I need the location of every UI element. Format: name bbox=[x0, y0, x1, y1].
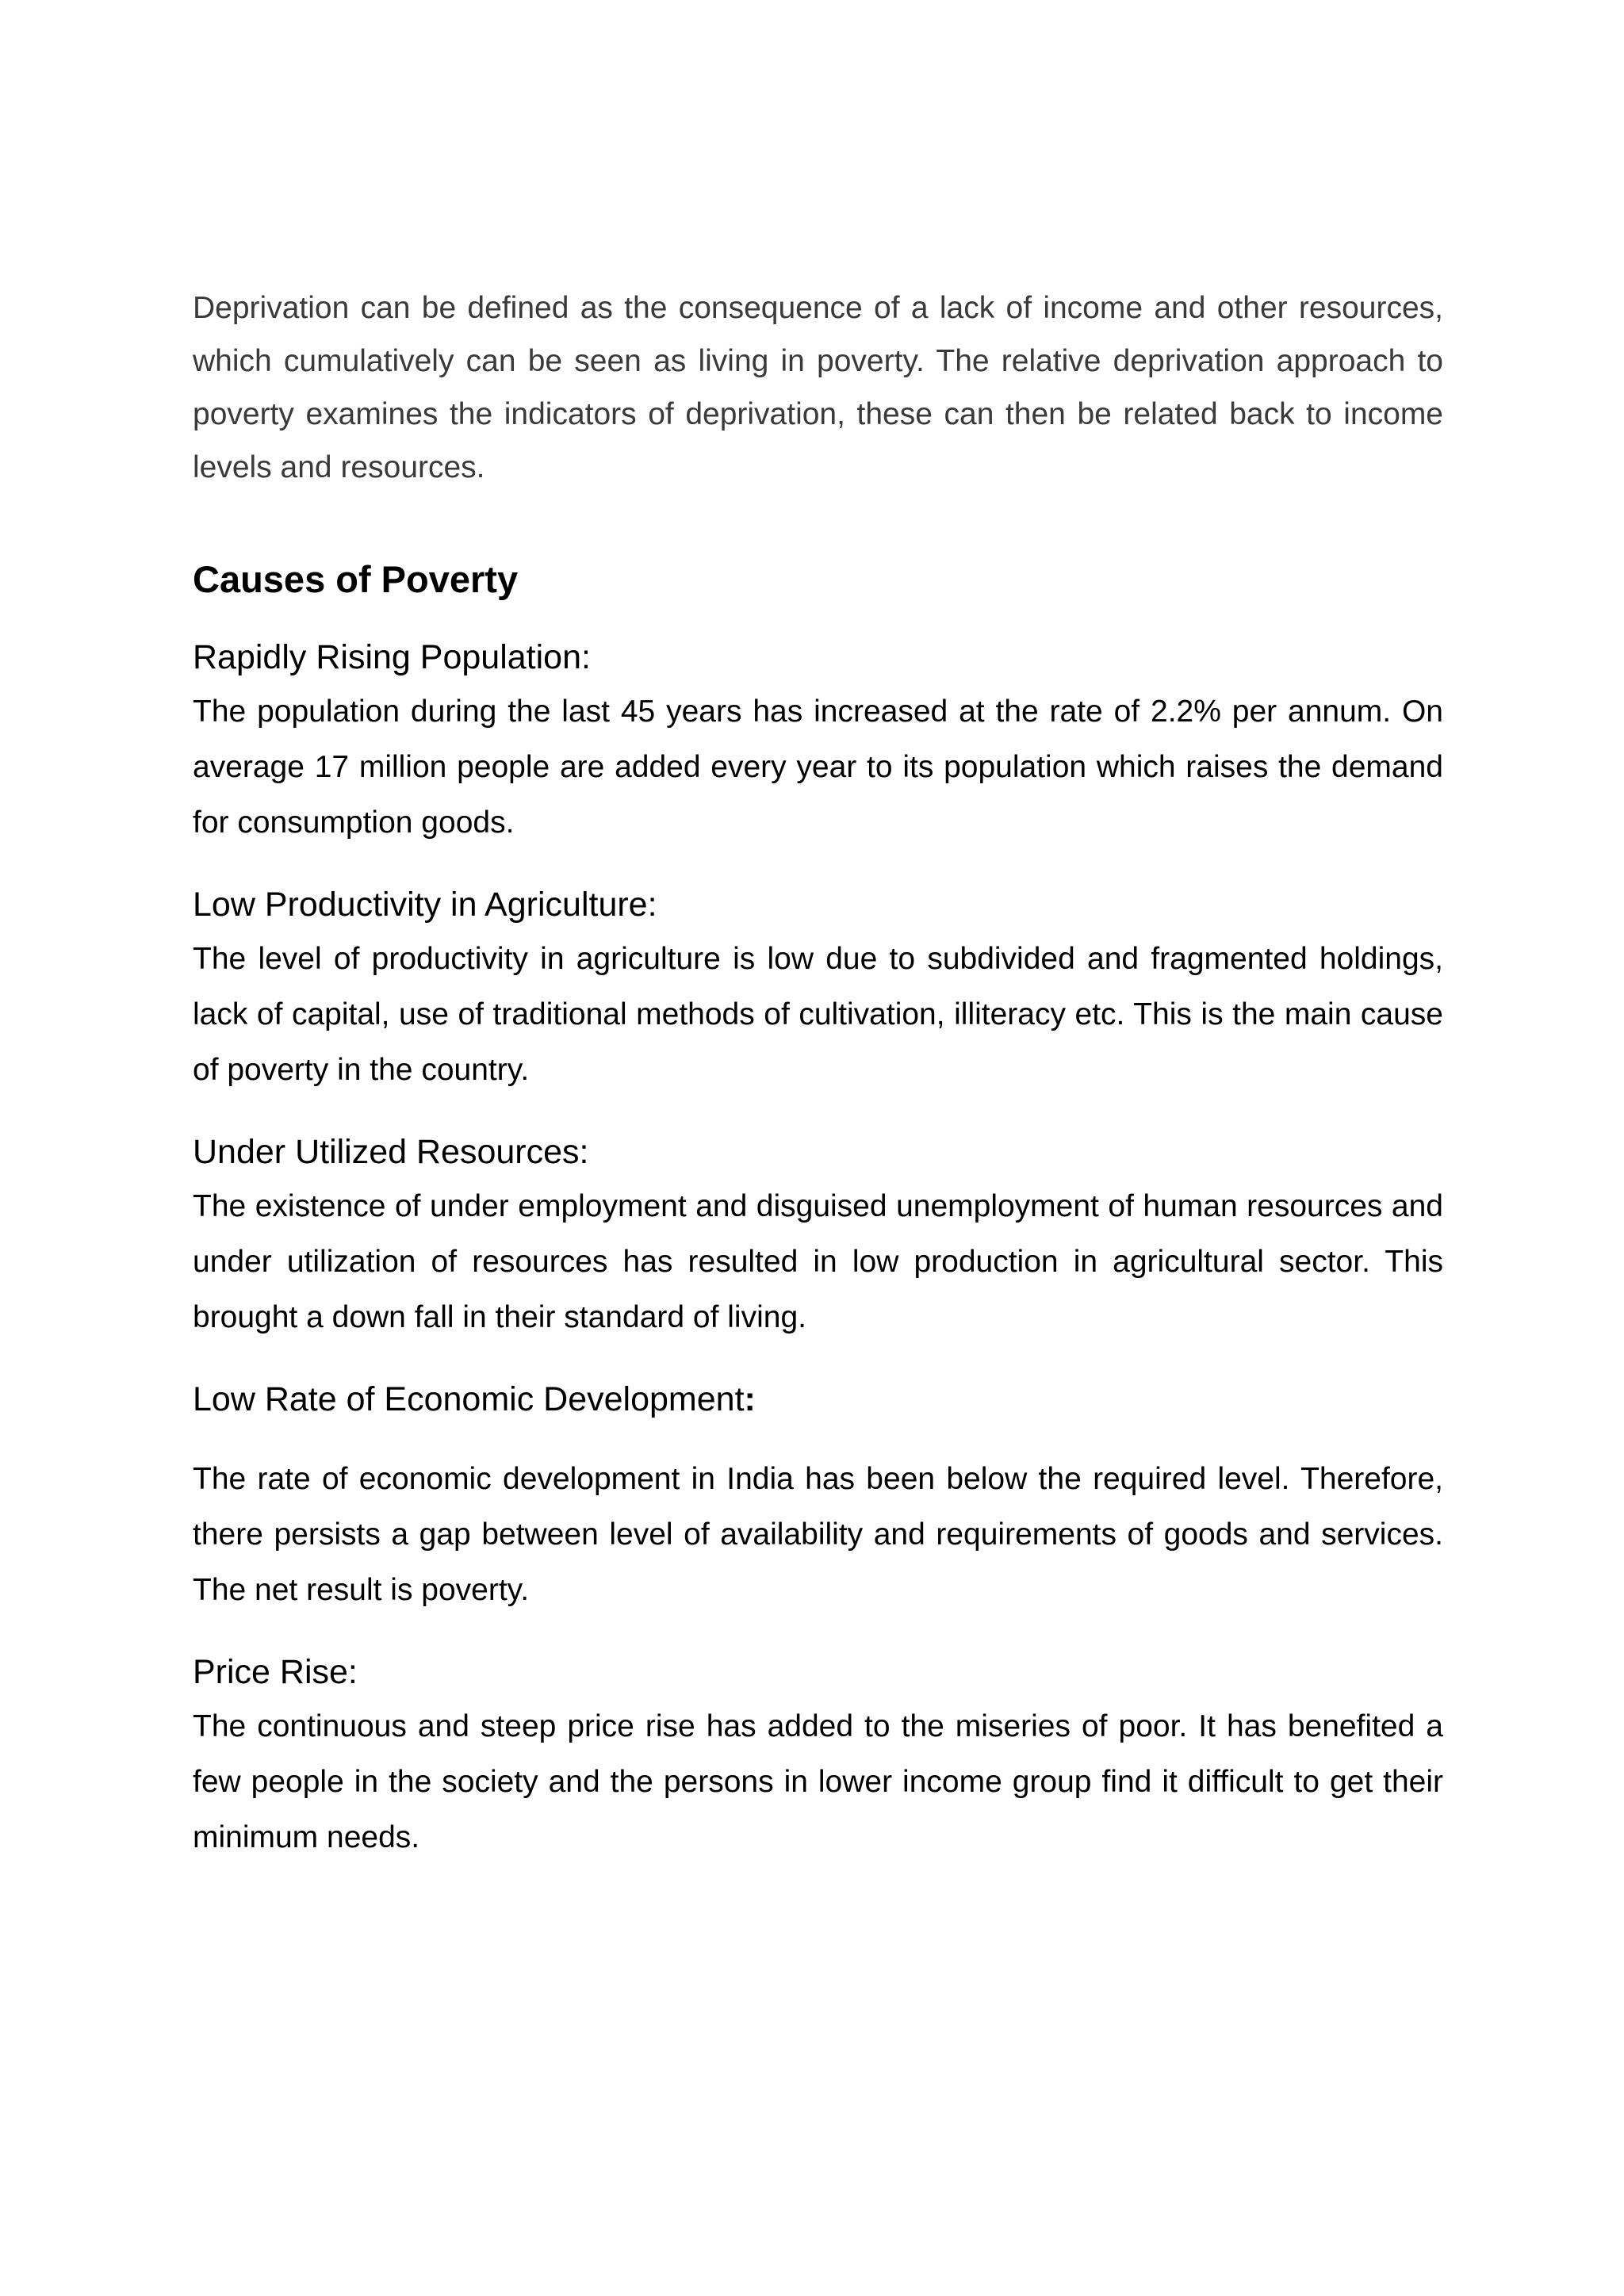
section-heading: Under Utilized Resources: bbox=[193, 1133, 589, 1171]
section-body: The population during the last 45 years has increased at the rate of 2.2% per annum. On average 17 million people are added every year to its population which raises the demand for consumption goods. bbox=[193, 695, 1443, 840]
intro-paragraph: Deprivation can be defined as the consequence of a lack of income and other resources, which cumulatively can be seen as living in poverty. The relative deprivation approach to poverty examines the indicators of deprivation, these can then be related back to income levels and resources. bbox=[193, 291, 1443, 484]
section-heading bbox=[193, 1377, 1443, 1422]
section-body: The rate of economic development in India has been below the required level. Therefore, there persists a gap between level of availability and requirements of goods and services. The net result is poverty. bbox=[193, 1462, 1443, 1607]
section-low-productivity-agriculture bbox=[193, 882, 1443, 1098]
section-price-rise bbox=[193, 1650, 1443, 1866]
section-low-rate-economic-development bbox=[193, 1377, 1443, 1618]
section-heading: Rapidly Rising Population: bbox=[193, 638, 591, 676]
section-heading-text: Low Rate of Economic Development bbox=[193, 1380, 745, 1418]
section-body: The continuous and steep price rise has added to the miseries of poor. It has benefited a few people in the society and the persons in lower income group find it difficult to get their minimum needs. bbox=[193, 1709, 1443, 1854]
section-under-utilized-resources bbox=[193, 1130, 1443, 1345]
document-content bbox=[193, 281, 1443, 1866]
section-heading: Price Rise: bbox=[193, 1653, 358, 1691]
section-body: The level of productivity in agriculture is low due to subdivided and fragmented holdings, lack of capital, use of traditional methods of cultivation, illiteracy etc. This is the main cause of poverty in the country. bbox=[193, 942, 1443, 1087]
section-rapidly-rising-population bbox=[193, 635, 1443, 851]
section-heading-colon: : bbox=[744, 1380, 756, 1418]
section-body: The existence of under employment and disguised unemployment of human resources and under utilization of resources has resulted in low production in agricultural sector. This brought a down fall in their standard of living. bbox=[193, 1189, 1443, 1334]
section-heading: Low Productivity in Agriculture: bbox=[193, 886, 657, 924]
main-heading: Causes of Poverty bbox=[193, 558, 519, 600]
